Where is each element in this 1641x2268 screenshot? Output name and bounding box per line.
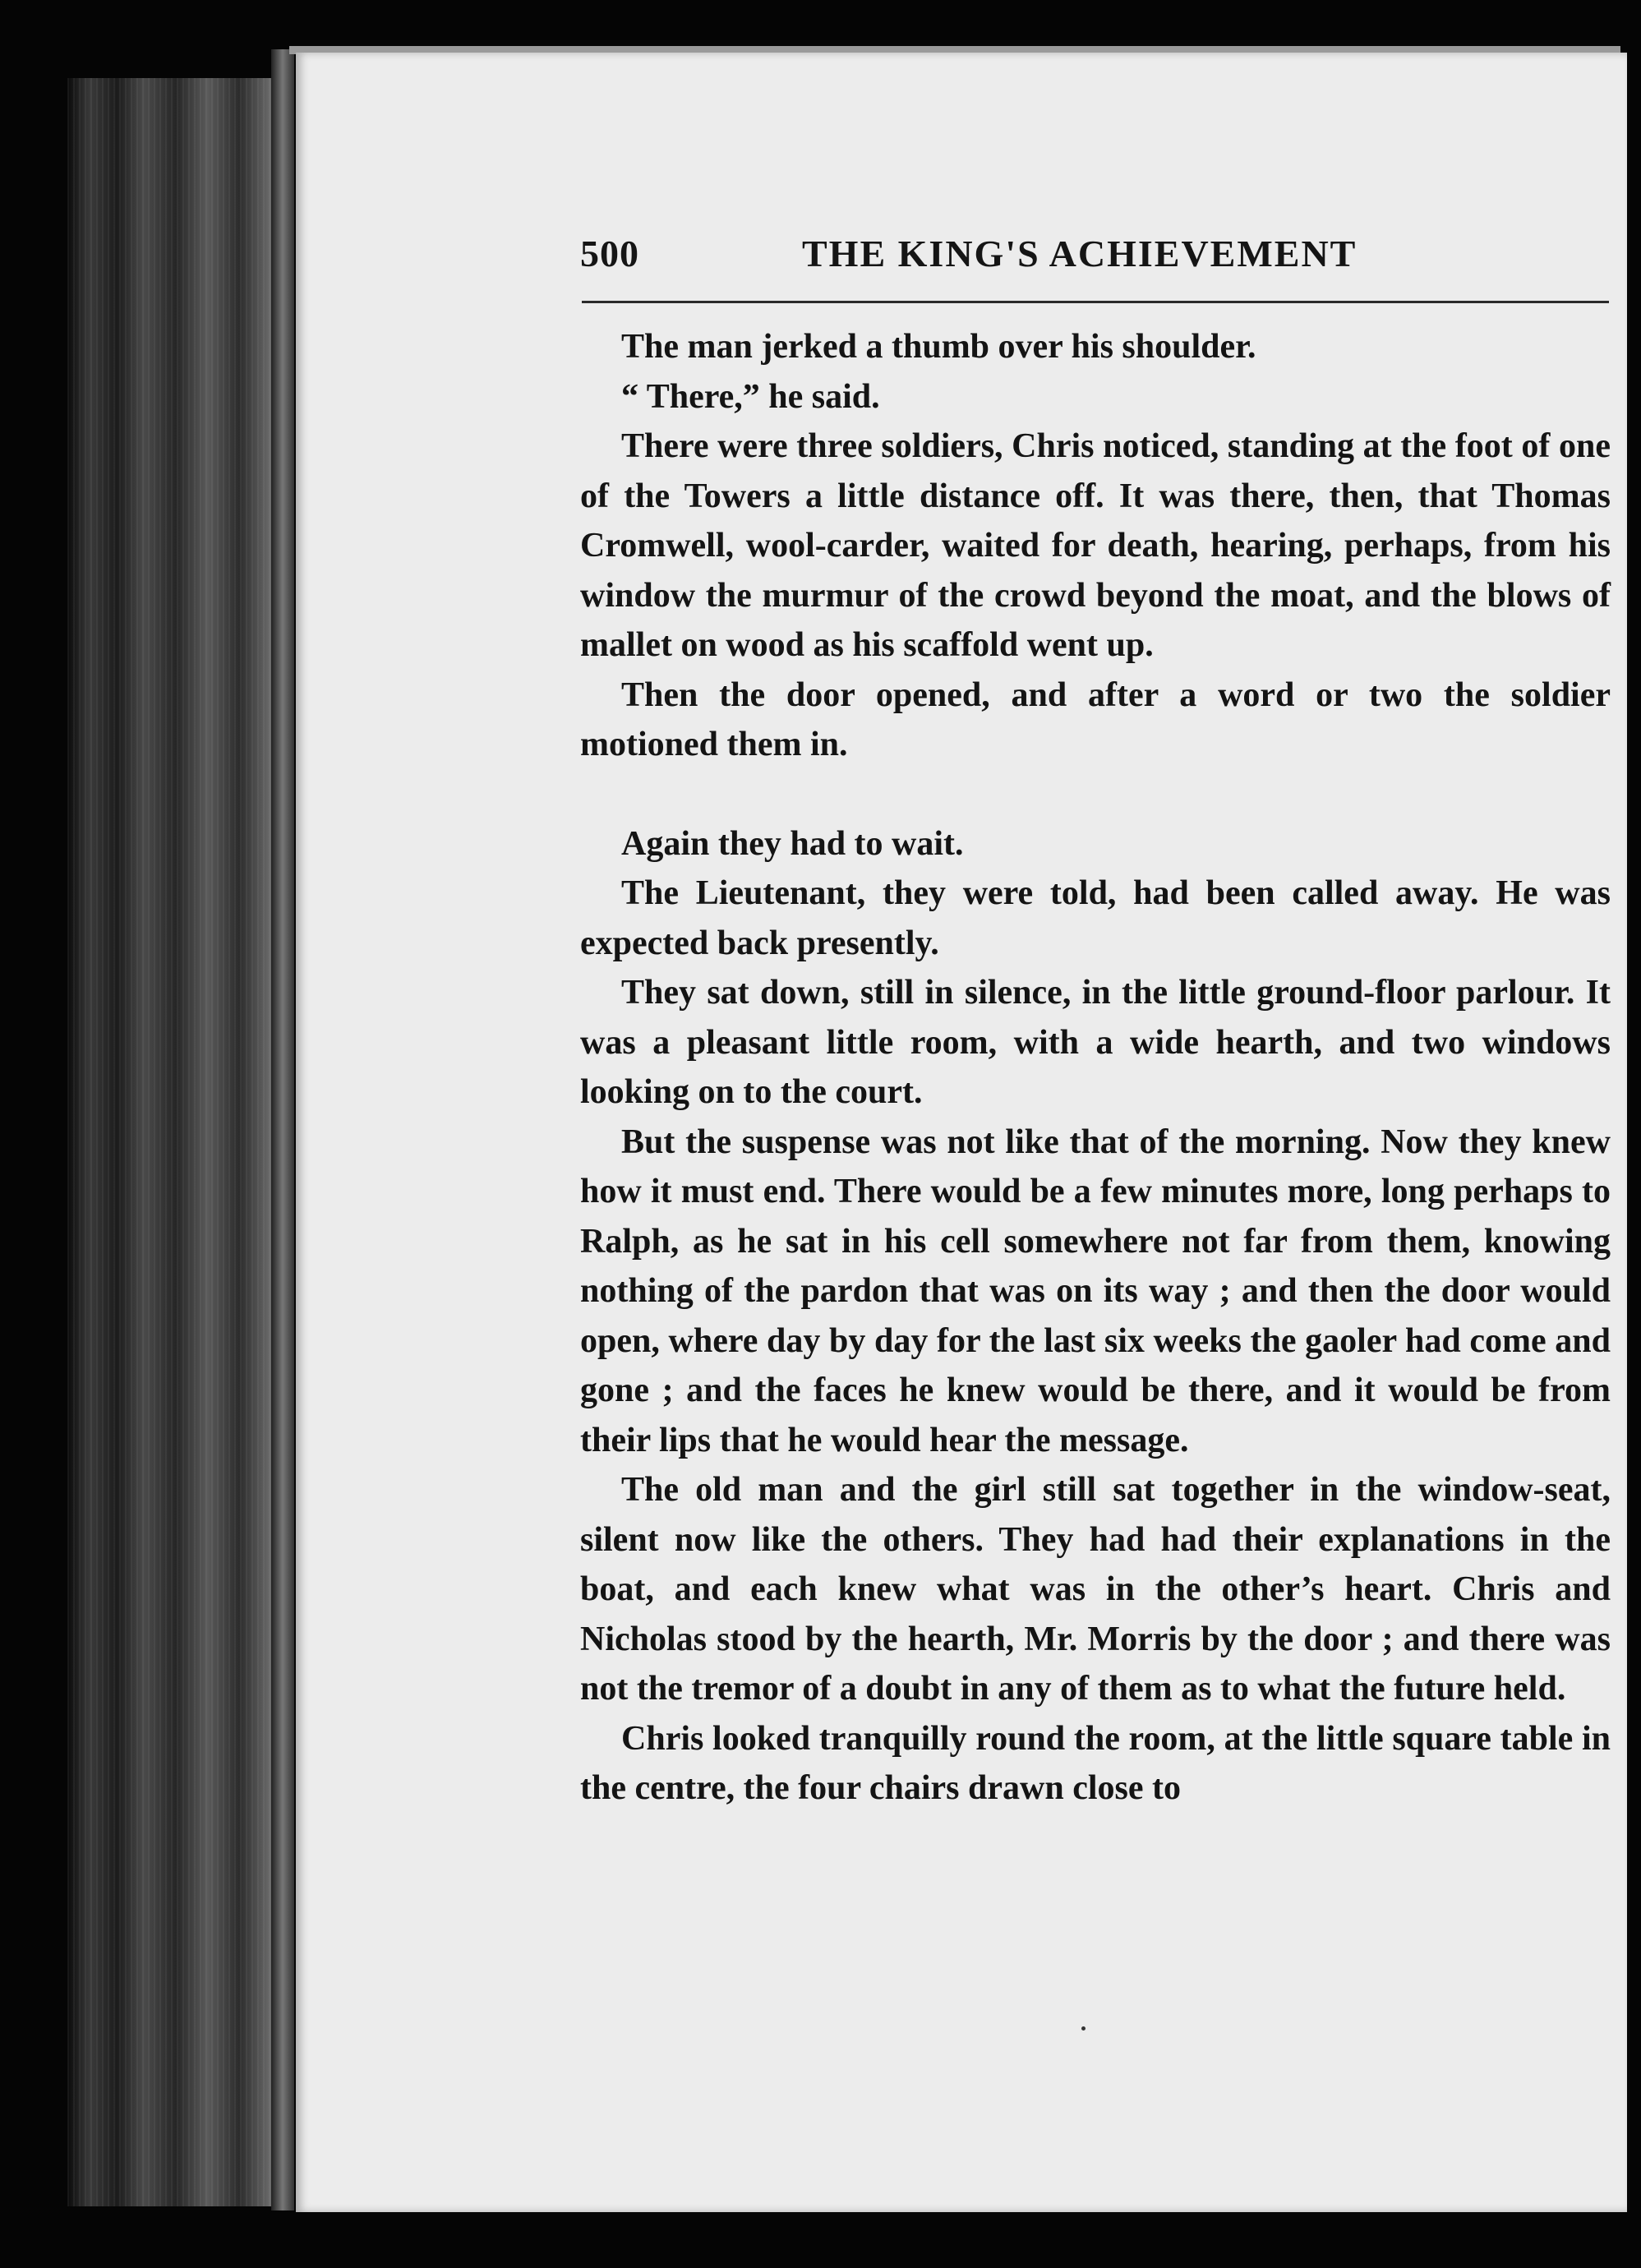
- page-gutter-shadow: [271, 49, 294, 2210]
- paper-speck: [1081, 2026, 1086, 2031]
- paragraph: They sat down, still in silence, in the little ground-floor parlour. It was a pleasant little room, with a wide hearth, and two windows looking on to the court.: [580, 974, 1611, 1111]
- paragraph: The Lieutenant, they were told, had been called away. He was expected back presently.: [580, 874, 1611, 962]
- paragraph: Chris looked tranquilly round the room, at the little square table in the centre, the four chairs drawn close to: [580, 1719, 1611, 1807]
- header-rule: [582, 301, 1609, 303]
- page-header: [580, 232, 1609, 281]
- body-text: [580, 322, 1611, 1814]
- paragraph: “ There,” he said.: [621, 377, 880, 416]
- paragraph: Then the door opened, and after a word or two the soldier motioned them in.: [580, 675, 1611, 763]
- paragraph: There were three soldiers, Chris noticed, standing at the foot of one of the Towers a little distance off. It was there, then, that Thomas Cromwell, wool-carder, waited for death, hearing, perhaps, from his window the murmur of the crowd beyond the moat, and the blows of mallet on wood as his scaffold went up.: [580, 427, 1611, 664]
- paragraph: Again they had to wait.: [621, 824, 964, 863]
- running-title: THE KING'S ACHIEVEMENT: [802, 233, 1358, 274]
- book-spine: [67, 78, 293, 2206]
- paragraph: The man jerked a thumb over his shoulder.: [621, 328, 1256, 366]
- paragraph: The old man and the girl still sat together in the window-seat, silent now like the others. They had had their explanations in the boat, and each knew what was in the other’s heart. Chris and Nicholas stood by the hearth, Mr. Morris by the door ; and there was not the tremor of a doubt in any of them as to what the future held.: [580, 1471, 1611, 1708]
- page-number: 500: [580, 233, 639, 274]
- paragraph: But the suspense was not like that of the morning. Now they knew how it must end. There would be a few minutes more, long perhaps to Ralph, as he sat in his cell somewhere not far from them, knowing nothing of the pardon that was on its way ; and then the door would open, where day by day for the last six weeks the gaoler had come and gone ; and the faces he knew would be there, and it would be from their lips that he would hear the message.: [580, 1122, 1611, 1459]
